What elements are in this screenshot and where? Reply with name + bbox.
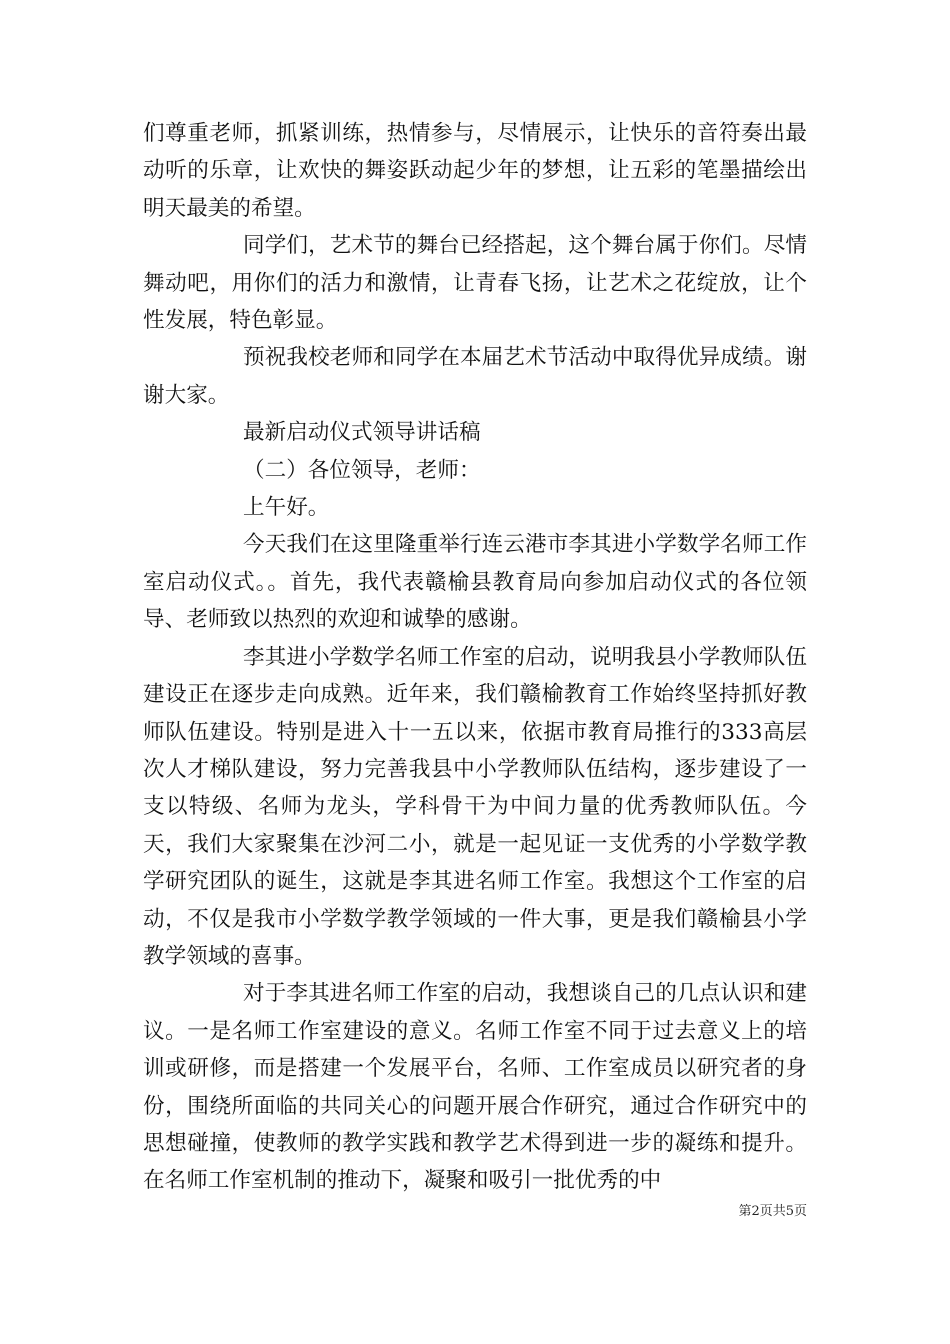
paragraph-team-building: 李其进小学数学名师工作室的启动，说明我县小学教师队伍建设正在逐步走向成熟。近年来，我们赣榆教育工作始终坚持抓好教师队伍建设。特别是进入十一五以来，依据市教育局推行的333高层次人才梯队建设，努力完善我县中小学教师队伍结构，逐步建设了一支以特级、名师为龙头，学科骨干为中间力量的优秀教师队伍。今天，我们大家聚集在沙河二小，就是一起见证一支优秀的小学数学教学研究团队的诞生，这就是李其进名师工作室。我想这个工作室的启动，不仅是我市小学数学教学领域的一件大事，更是我们赣榆县小学教学领域的喜事。 — [143, 644, 807, 969]
paragraph-wishes: 预祝我校老师和同学在本届艺术节活动中取得优异成绩。谢谢大家。 — [143, 345, 807, 408]
section-title: 最新启动仪式领导讲话稿 — [243, 420, 481, 446]
paragraph-suggestions: 对于李其进名师工作室的启动，我想谈自己的几点认识和建议。一是名师工作室建设的意义。名师工作室不同于过去意义上的培训或研修，而是搭建一个发展平台，名师、工作室成员以研究者的身份，围绕所面临的共同关心的问题开展合作研究，通过合作研究中的思想碰撞，使教师的教学实践和教学艺术得到进一步的凝练和提升。在名师工作室机制的推动下，凝聚和吸引一批优秀的中 — [143, 981, 807, 1194]
paragraph-continuation: 们尊重老师，抓紧训练，热情参与，尽情展示，让快乐的音符奏出最动听的乐章，让欢快的舞姿跃动起少年的梦想，让五彩的笔墨描绘出明天最美的希望。 — [143, 121, 807, 221]
document-body — [143, 115, 807, 1200]
greeting: 上午好。 — [243, 495, 330, 521]
paragraph-stage: 同学们，艺术节的舞台已经搭起，这个舞台属于你们。尽情舞动吧，用你们的活力和激情，让青春飞扬，让艺术之花绽放，让个性发展，特色彰显。 — [143, 233, 807, 334]
salutation: （二）各位领导，老师： — [243, 457, 481, 483]
page-number-footer: 第2页共5页 — [738, 1204, 807, 1219]
paragraph-ceremony: 今天我们在这里隆重举行连云港市李其进小学数学名师工作室启动仪式。。首先，我代表赣榆县教育局向参加启动仪式的各位领导、老师致以热烈的欢迎和诚挚的感谢。 — [143, 532, 807, 633]
